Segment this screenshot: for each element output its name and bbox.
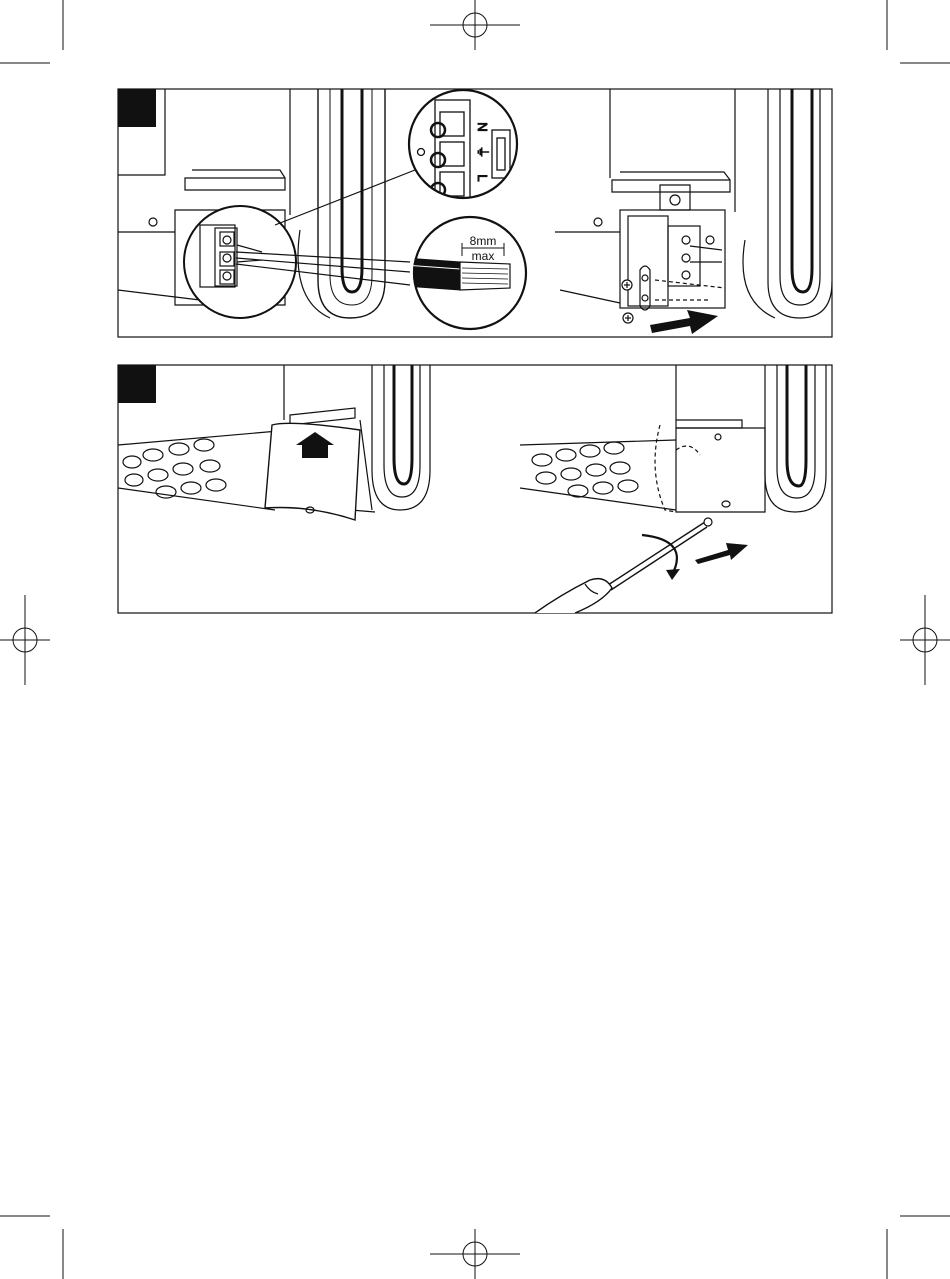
step-marker-bottom bbox=[118, 365, 156, 403]
svg-text:⏚: ⏚ bbox=[475, 145, 490, 159]
registration-target-icon bbox=[430, 1229, 520, 1279]
svg-text:N: N bbox=[475, 122, 490, 132]
screw-icon bbox=[623, 313, 633, 323]
figure-top bbox=[118, 89, 832, 337]
crop-mark-icon bbox=[0, 1216, 63, 1279]
registration-target-icon bbox=[0, 595, 50, 685]
figure-bottom bbox=[118, 365, 832, 613]
registration-target-icon bbox=[430, 0, 520, 50]
registration-target-icon bbox=[900, 595, 950, 685]
crop-mark-icon bbox=[887, 1216, 950, 1279]
step-marker-top bbox=[118, 89, 156, 127]
svg-text:L: L bbox=[475, 174, 490, 182]
wire-length-label: 8mm bbox=[469, 234, 497, 248]
crop-mark-icon bbox=[0, 0, 63, 63]
crop-mark-icon bbox=[887, 0, 950, 63]
wire-length-qualifier: max bbox=[471, 249, 495, 263]
screw-icon bbox=[622, 280, 632, 290]
terminal-loupe bbox=[409, 90, 517, 200]
